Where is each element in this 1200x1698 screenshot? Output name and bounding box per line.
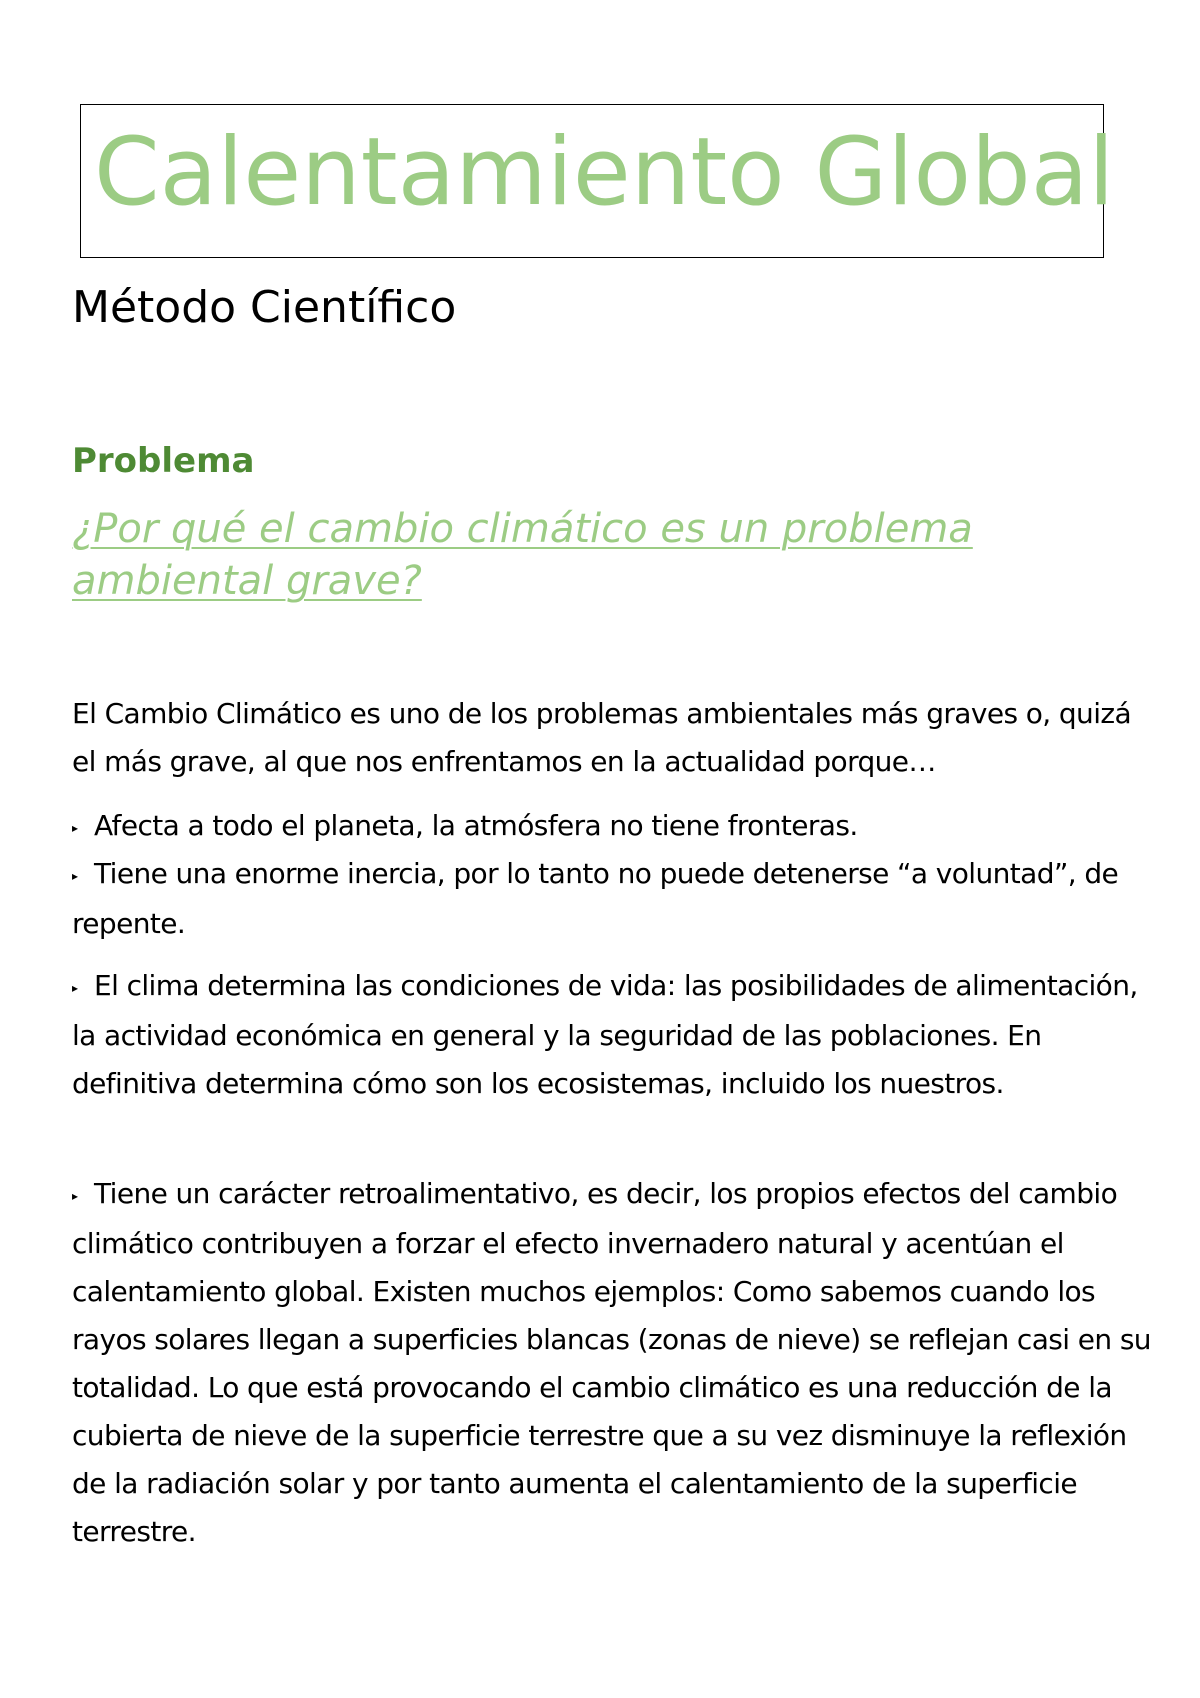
bullet-item	[72, 850, 1152, 948]
bullet-text: Tiene un carácter retroalimentativo, es decir, los propios efectos del cambio climático contribuyen a forzar el efecto invernadero natural y acentúan el calentamiento global. Existen muchos ejemplos: Como sabemos cuando los rayos solares llegan a superficies blancas (zonas de nieve) se reflejan casi en su totalidad. Lo que está provocando el cambio climático es una reducción de la cubierta de nieve de la superficie terrestre que a su vez disminuye la reflexión de la radiación solar y por tanto aumenta el calentamiento de la superficie terrestre.	[72, 1177, 1151, 1548]
section-heading: Problema	[72, 441, 255, 481]
bullet-text: Afecta a todo el planeta, la atmósfera no tiene fronteras.	[94, 809, 858, 842]
intro-paragraph: El Cambio Climático es uno de los problemas ambientales más graves o, quizá el más grave, al que nos enfrentamos en la actualidad porque…	[72, 697, 1132, 778]
title-box	[80, 104, 1115, 258]
problem-question: ¿Por qué el cambio climático es un problema ambiental grave?	[72, 506, 973, 604]
bullet-marker-icon: ▸	[72, 1189, 78, 1203]
bullet-text: El clima determina las condiciones de vida: las posibilidades de alimentación, la actividad económica en general y la seguridad de las poblaciones. En definitiva determina cómo son los ecosistemas, incluido los nuestros.	[72, 969, 1138, 1100]
bullet-marker-icon: ▸	[72, 869, 78, 883]
bullet-item	[72, 802, 1152, 852]
bullet-marker-icon: ▸	[72, 981, 78, 995]
bullet-item	[72, 1170, 1152, 1556]
document-subtitle: Método Científico	[72, 282, 457, 333]
bullet-text: Tiene una enorme inercia, por lo tanto no puede detenerse “a voluntad”, de repente.	[72, 857, 1119, 940]
bullet-marker-icon: ▸	[72, 821, 78, 835]
document-title: Calentamiento Global	[94, 118, 1115, 227]
bullet-item	[72, 962, 1152, 1108]
